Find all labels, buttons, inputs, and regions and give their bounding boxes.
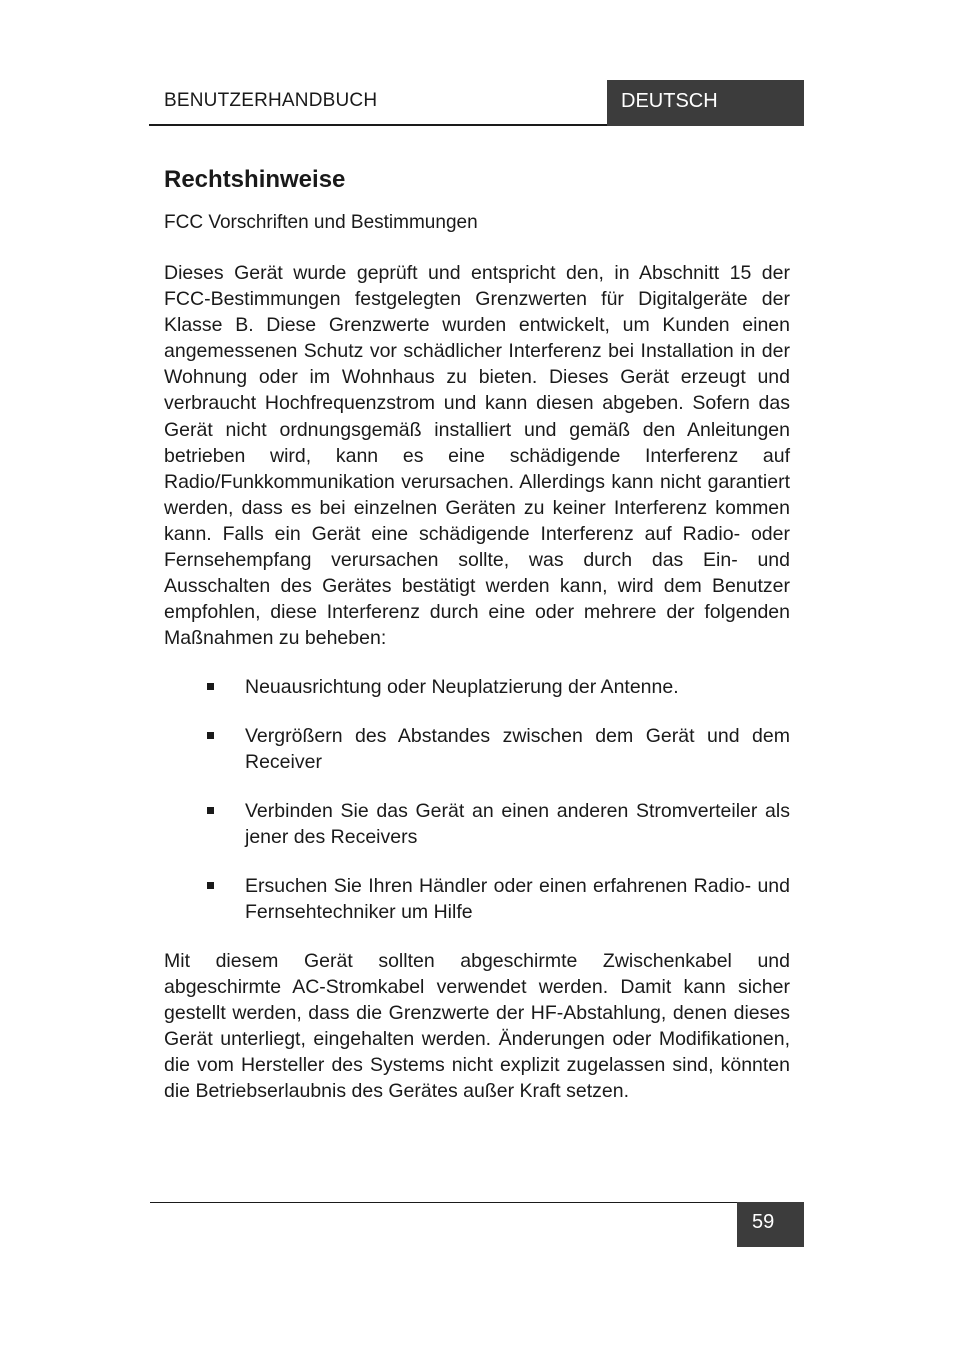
list-item-text: Vergrößern des Abstandes zwischen dem Gerät und dem Receiver [245,724,790,773]
header-rule [149,124,609,126]
list-item [164,674,790,700]
section-subheading: FCC Vorschriften und Bestimmungen [164,212,478,233]
footer-rule [150,1202,738,1203]
list-item [164,723,790,775]
square-bullet-icon [207,882,214,889]
paragraph-fcc-compliance: Dieses Gerät wurde geprüft und entspricht den, in Abschnitt 15 der FCC-Bestimmungen festgelegten Grenzwerten für Digitalgeräte der Klasse B. Diese Grenzwerte wurden entwickelt, um Kunden einen angemessenen Schutz vor schädlicher Interferenz bei Installation in der Wohnung oder im Wohnhaus zu bieten. Dieses Gerät erzeugt und verbraucht Hochfrequenzstrom und kann diesen abgeben. Sofern das Gerät nicht ordnungsgemäß installiert und gemäß den Anleitungen betrieben wird, kann es eine schädigende Interferenz auf Radio/Funkkommunikation verursachen. Allerdings kann nicht garantiert werden, dass es bei einzelnen Geräten zu keiner Interferenz kommen kann. Falls ein Gerät eine schädigende Interferenz auf Radio- oder Fernsehempfang verursachen sollte, was durch das Ein- und Ausschalten des Gerätes bestätigt werden kann, wird dem Benutzer empfohlen, diese Interferenz durch eine oder mehrere der folgenden Maßnahmen zu beheben: [164,262,790,650]
list-item [164,798,790,850]
language-label: DEUTSCH [607,80,804,126]
list-item-text: Verbinden Sie das Gerät an einen anderen Stromverteiler als jener des Receivers [245,799,790,848]
page-number: 59 [737,1202,804,1247]
list-item-text: Ersuchen Sie Ihren Händler oder einen erfahrenen Radio- und Fernsehtechniker um Hilfe [245,874,790,923]
list-item-text: Neuausrichtung oder Neuplatzierung der Antenne. [245,676,679,698]
manual-header-title: BENUTZERHANDBUCH [164,90,378,111]
measures-list [164,674,790,925]
list-item [164,873,790,925]
square-bullet-icon [207,807,214,814]
square-bullet-icon [207,683,214,690]
section-title: Rechtshinweise [164,166,346,193]
square-bullet-icon [207,732,214,739]
paragraph-shielded-cables: Mit diesem Gerät sollten abgeschirmte Zwischenkabel und abgeschirmte AC-Stromkabel verwendet werden. Damit kann sicher gestellt werden, dass die Grenzwerte der HF-Abstahlung, denen dieses Gerät unterliegt, eingehalten werden. Änderungen oder Modifikationen, die vom Hersteller des Systems nicht explizit zugelassen sind, könnten die Betriebserlaubnis des Gerätes außer Kraft setzen. [164,950,790,1103]
